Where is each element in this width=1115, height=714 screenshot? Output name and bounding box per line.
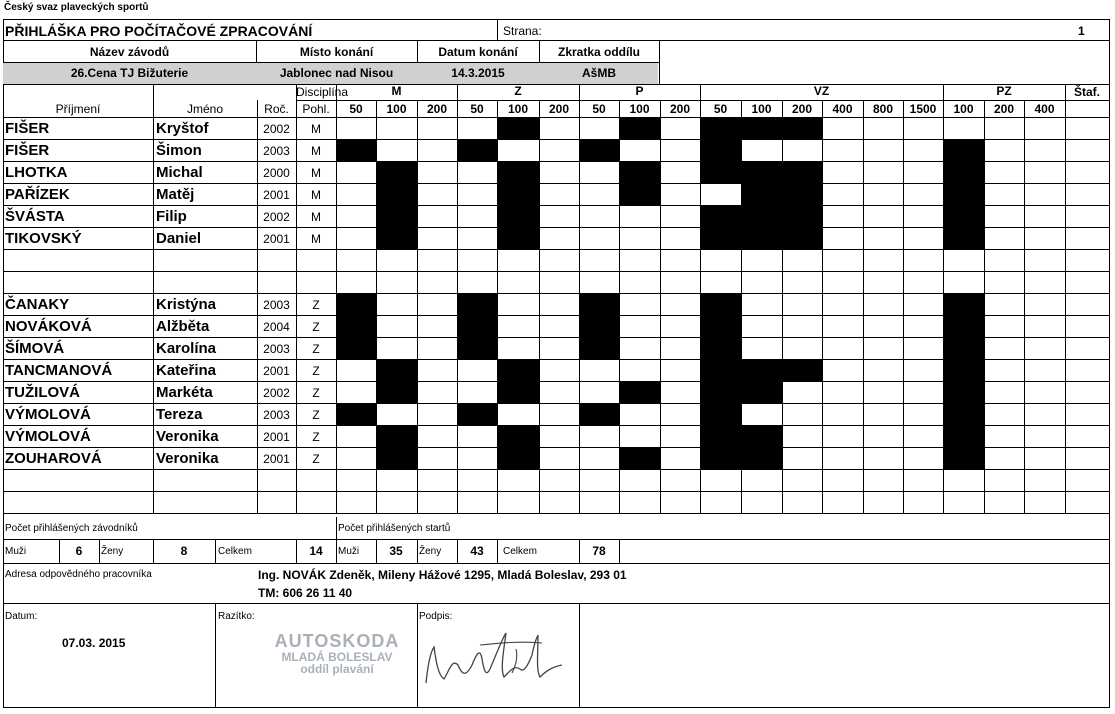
entry-mark [943, 403, 985, 426]
swimmer-firstname: Veronika [156, 450, 219, 467]
entry-mark [741, 183, 783, 206]
grid-line [3, 707, 1109, 708]
entry-mark [700, 315, 742, 338]
contact-phone: TM: 606 26 11 40 [258, 586, 353, 600]
entry-mark [741, 381, 783, 404]
swimmer-surname: TUŽILOVÁ [5, 384, 80, 401]
distance-header: 400 [832, 102, 853, 116]
swimmer-year: 2001 [263, 452, 290, 466]
swimmers-women-value: 8 [180, 544, 188, 558]
swimmer-surname: PAŘÍZEK [5, 186, 70, 203]
swimmer-year: 2001 [263, 188, 290, 202]
entry-mark [782, 227, 823, 250]
entry-mark [619, 183, 661, 206]
group-header-p: P [635, 84, 644, 98]
entry-mark [943, 315, 985, 338]
entry-mark [376, 425, 418, 448]
entry-mark [782, 205, 823, 228]
distance-header: 1500 [909, 102, 937, 116]
contact-address: Ing. NOVÁK Zdeněk, Mileny Hážové 1295, Mladá Boleslav, 293 01 [258, 568, 627, 582]
grid-line [3, 19, 4, 708]
swimmer-year: 2001 [263, 364, 290, 378]
grid-line [659, 40, 660, 84]
starts-men-value: 35 [389, 544, 403, 558]
swimmer-firstname: Kristýna [156, 296, 217, 313]
swimmer-surname: VÝMOLOVÁ [5, 428, 91, 445]
distance-header: 100 [386, 102, 407, 116]
entry-mark [741, 447, 783, 470]
distance-header: 200 [791, 102, 813, 116]
entry-mark [741, 205, 783, 228]
entry-mark [943, 139, 985, 162]
entry-mark [943, 337, 985, 360]
swimmer-firstname: Markéta [156, 384, 213, 401]
entry-mark [497, 227, 540, 250]
grid-line [3, 40, 1109, 41]
swimmer-gender: Z [312, 452, 320, 466]
starts-women-value: 43 [470, 544, 484, 558]
entry-mark [457, 315, 498, 338]
grid-line [3, 19, 1109, 20]
grid-line [863, 100, 864, 514]
grid-line [153, 84, 154, 514]
swimmer-year: 2001 [263, 232, 290, 246]
swimmer-surname: VÝMOLOVÁ [5, 406, 91, 423]
entry-mark [376, 183, 418, 206]
swimmer-gender: M [311, 232, 321, 246]
swimmer-gender: Z [312, 408, 320, 422]
grid-line [1065, 84, 1066, 514]
swimmer-surname: FIŠER [5, 120, 50, 137]
organization-name: Český svaz plaveckých sportů [4, 2, 149, 13]
swimmers-men-label: Muži [5, 546, 27, 557]
swimmer-firstname: Alžběta [156, 318, 210, 335]
entry-mark [700, 381, 742, 404]
grid-line [497, 539, 498, 563]
starts-men-label: Muži [338, 546, 360, 557]
entry-mark [336, 293, 377, 316]
entry-mark [741, 425, 783, 448]
swimmers-men-value: 6 [75, 544, 83, 558]
grid-line [1024, 100, 1025, 514]
event-name-label: Název závodů [89, 45, 170, 59]
signature-image [420, 625, 570, 703]
distance-header: 50 [592, 102, 606, 116]
group-header-pz: PZ [996, 84, 1012, 98]
event-date-value: 14.3.2015 [451, 66, 505, 80]
entry-mark [579, 139, 620, 162]
grid-line [417, 539, 418, 563]
club-code-value: AšMB [581, 66, 616, 80]
start-count-label: Počet přihlášených startů [338, 523, 451, 534]
distance-header: 400 [1034, 102, 1055, 116]
distance-header: 200 [548, 102, 570, 116]
entry-mark [782, 359, 823, 382]
entry-mark [376, 205, 418, 228]
swimmer-year: 2003 [263, 144, 290, 158]
swimmer-gender: Z [312, 364, 320, 378]
grid-line [3, 563, 1109, 564]
swimmer-year: 2002 [263, 386, 290, 400]
entry-mark [943, 205, 985, 228]
swimmer-gender: Z [312, 298, 320, 312]
entry-mark [336, 403, 377, 426]
swimmer-surname: ZOUHAROVÁ [5, 450, 102, 467]
starts-total-label: Celkem [503, 546, 537, 557]
swimmers-total-value: 14 [309, 544, 323, 558]
entry-mark [943, 359, 985, 382]
entry-mark [497, 117, 540, 140]
entry-mark [943, 447, 985, 470]
swimmer-count-label: Počet přihlášených závodníků [5, 523, 138, 534]
swimmer-gender: M [311, 188, 321, 202]
swimmers-women-label: Ženy [101, 546, 124, 557]
entry-mark [336, 315, 377, 338]
group-header-m: M [391, 84, 402, 98]
entry-mark [943, 293, 985, 316]
distance-header: 800 [872, 102, 894, 116]
grid-line [3, 491, 1109, 492]
entry-mark [943, 425, 985, 448]
distance-header: 100 [953, 102, 974, 116]
stamp-label: Razítko: [218, 611, 255, 622]
swimmer-year: 2002 [263, 122, 290, 136]
entry-mark [943, 227, 985, 250]
entry-mark [700, 425, 742, 448]
entry-mark [457, 293, 498, 316]
entry-mark [943, 381, 985, 404]
grid-line [1109, 19, 1110, 708]
grid-line [3, 271, 1109, 272]
swimmer-firstname: Matěj [156, 186, 195, 203]
entry-mark [619, 447, 661, 470]
entry-mark [497, 183, 540, 206]
entry-mark [336, 337, 377, 360]
date-value: 07.03. 2015 [62, 636, 126, 650]
swimmer-firstname: Karolína [156, 340, 217, 357]
grid-line [3, 603, 1109, 604]
grid-line [903, 100, 904, 514]
swimmer-surname: TANCMANOVÁ [5, 362, 113, 379]
swimmer-gender: Z [312, 430, 320, 444]
swimmer-year: 2004 [263, 320, 290, 334]
swimmer-surname: FIŠER [5, 142, 50, 159]
entry-mark [700, 227, 742, 250]
swimmer-firstname: Daniel [156, 230, 202, 247]
entry-mark [700, 447, 742, 470]
entry-mark [457, 403, 498, 426]
signature-label: Podpis: [419, 611, 453, 622]
swimmer-year: 2003 [263, 298, 290, 312]
swimmer-year: 2000 [263, 166, 290, 180]
grid-line [336, 517, 337, 539]
grid-line [215, 539, 216, 563]
stamp-line-1: AUTOSKODA [274, 631, 400, 651]
grid-line [99, 539, 100, 563]
entry-mark [619, 381, 661, 404]
entry-mark [619, 161, 661, 184]
entry-mark [700, 293, 742, 316]
swimmer-gender: Z [312, 320, 320, 334]
grid-line [619, 539, 620, 563]
swimmer-gender: M [311, 166, 321, 180]
entry-mark [497, 205, 540, 228]
year-header: Roč. [264, 102, 289, 116]
entry-mark [579, 337, 620, 360]
surname-header: Příjmení [55, 102, 101, 116]
entry-mark [700, 359, 742, 382]
swimmer-surname: ŠÍMOVÁ [5, 340, 65, 357]
distance-header: 200 [993, 102, 1015, 116]
entry-mark [782, 183, 823, 206]
swimmer-gender: M [311, 210, 321, 224]
event-date-label: Datum konání [438, 45, 518, 59]
entry-mark [579, 315, 620, 338]
club-code-label: Zkratka oddílu [557, 45, 640, 59]
swimmer-year: 2001 [263, 430, 290, 444]
swimmer-gender: M [311, 122, 321, 136]
entry-mark [376, 227, 418, 250]
distance-header: 100 [507, 102, 529, 116]
event-name-value: 26.Cena TJ Bižuterie [70, 66, 189, 80]
distance-header: 100 [751, 102, 772, 116]
entry-mark [376, 447, 418, 470]
group-header-vz: VZ [813, 84, 830, 98]
entry-mark [579, 403, 620, 426]
swimmer-year: 2003 [263, 342, 290, 356]
grid-line [417, 603, 418, 708]
entry-mark [943, 161, 985, 184]
entry-mark [336, 139, 377, 162]
entry-mark [741, 161, 783, 184]
grid-line [3, 539, 1109, 540]
distance-header: 100 [629, 102, 650, 116]
entry-mark [700, 205, 742, 228]
starts-women-label: Ženy [419, 546, 442, 557]
entry-mark [497, 425, 540, 448]
entry-mark [700, 117, 742, 140]
entry-mark [497, 381, 540, 404]
entry-mark [376, 381, 418, 404]
swimmer-gender: Z [312, 342, 320, 356]
entry-mark [741, 227, 783, 250]
swimmer-surname: TIKOVSKÝ [5, 230, 82, 247]
swimmer-firstname: Kryštof [156, 120, 209, 137]
entry-mark [700, 337, 742, 360]
swimmers-total-label: Celkem [218, 546, 252, 557]
entry-mark [700, 139, 742, 162]
entry-mark [741, 117, 783, 140]
grid-line [497, 19, 498, 40]
swimmer-surname: NOVÁKOVÁ [5, 318, 92, 335]
distance-header: 50 [470, 102, 484, 116]
entry-mark [457, 139, 498, 162]
entry-mark [741, 359, 783, 382]
swimmer-surname: ČANAKY [5, 296, 70, 313]
distance-header: 200 [669, 102, 691, 116]
entry-mark [700, 161, 742, 184]
grid-line [579, 603, 580, 708]
swimmer-firstname: Tereza [156, 406, 203, 423]
swimmer-surname: ŠVÁSTA [5, 208, 65, 225]
form-title: PŘIHLÁŠKA PRO POČÍTAČOVÉ ZPRACOVÁNÍ [5, 23, 313, 39]
swimmer-firstname: Veronika [156, 428, 219, 445]
swimmer-surname: LHOTKA [5, 164, 68, 181]
swimmer-gender: Z [312, 386, 320, 400]
entry-mark [497, 161, 540, 184]
entry-mark [700, 403, 742, 426]
entry-mark [376, 359, 418, 382]
swimmer-firstname: Michal [156, 164, 203, 181]
grid-line [3, 513, 1109, 514]
contact-label: Adresa odpovědného pracovníka [5, 569, 152, 580]
entry-mark [457, 337, 498, 360]
club-stamp [262, 632, 412, 676]
grid-line [336, 539, 337, 563]
entry-mark [376, 161, 418, 184]
entry-mark [579, 293, 620, 316]
distance-header: 50 [713, 102, 728, 116]
discipline-header: Disciplína [296, 85, 349, 99]
swimmer-year: 2003 [263, 408, 290, 422]
firstname-header: Jméno [186, 102, 224, 116]
distance-header: 50 [349, 102, 363, 116]
entry-mark [497, 359, 540, 382]
event-place-label: Místo konání [299, 45, 374, 59]
grid-line [215, 603, 216, 708]
swimmer-firstname: Šimon [156, 142, 202, 159]
swimmer-gender: M [311, 144, 321, 158]
event-place-value: Jablonec nad Nisou [279, 66, 394, 80]
swimmer-firstname: Kateřina [156, 362, 217, 379]
date-label: Datum: [5, 611, 38, 622]
gender-header: Pohl. [302, 102, 330, 116]
entry-mark [497, 447, 540, 470]
starts-total-value: 78 [592, 544, 606, 558]
page-label: Strana: [503, 24, 542, 38]
entry-mark [619, 117, 661, 140]
page-number: 1 [1078, 24, 1085, 38]
entry-mark [943, 183, 985, 206]
swimmer-year: 2002 [263, 210, 290, 224]
entry-mark [782, 161, 823, 184]
distance-header: 200 [426, 102, 448, 116]
relay-header: Štaf. [1073, 85, 1100, 99]
stamp-line-3: oddíl plavání [300, 662, 374, 677]
group-header-z: Z [514, 84, 522, 98]
swimmer-firstname: Filip [156, 208, 187, 225]
stamp-line-2: MLADÁ BOLESLAV [281, 649, 393, 664]
entry-mark [782, 117, 823, 140]
